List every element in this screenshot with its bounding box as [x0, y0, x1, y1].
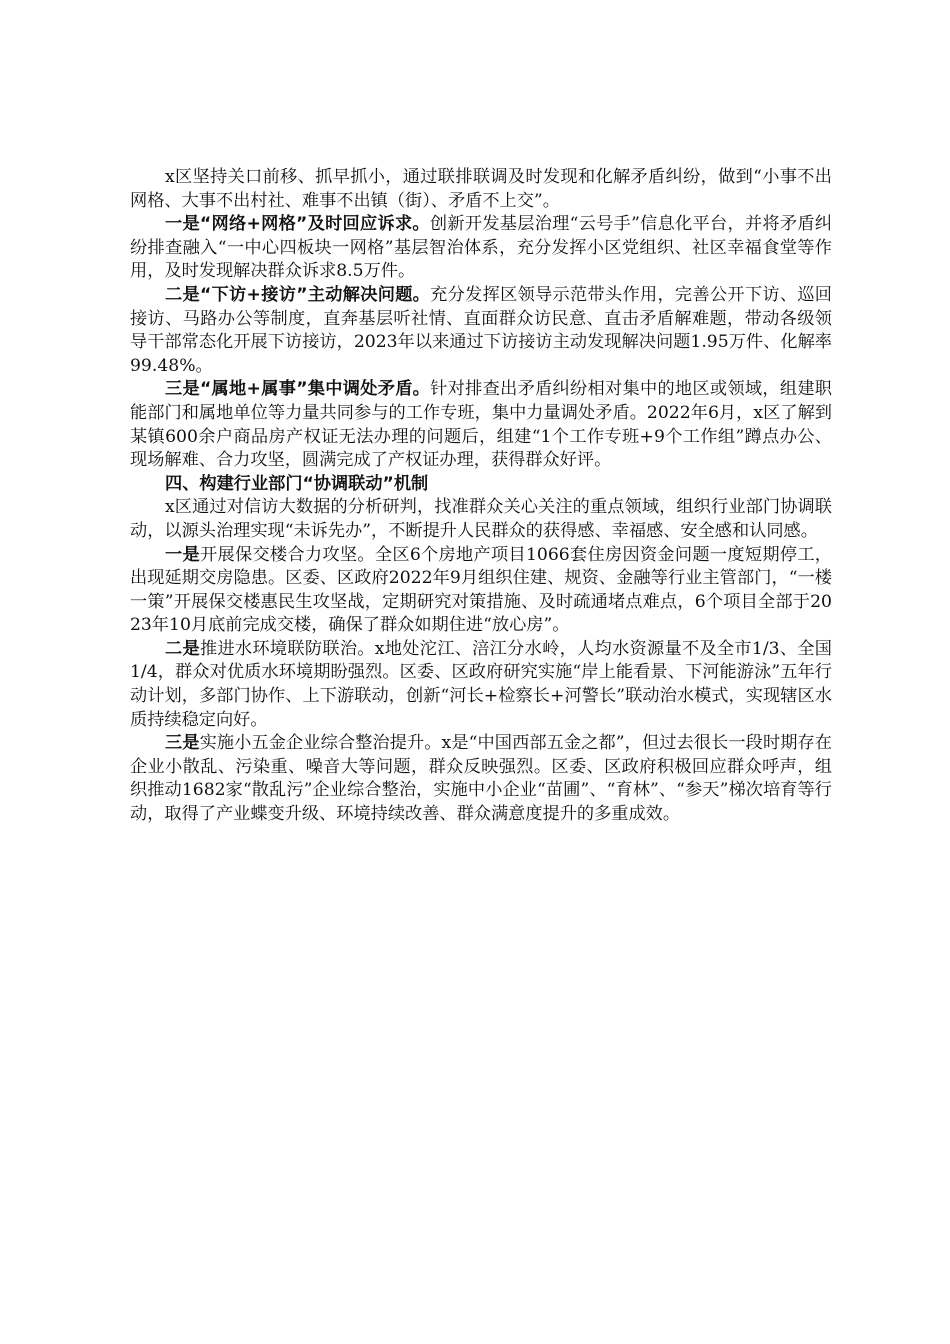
- paragraph-item-2: [130, 284, 832, 378]
- paragraph-lead: 二是“下访+接访”主动解决问题。: [165, 284, 431, 305]
- paragraph-lead: 三是“属地+属事”集中调处矛盾。: [165, 379, 431, 400]
- paragraph-text: 创新开发基层治理“云号手”信息化平台，并将矛盾纠纷排查融入“一中心四板块一网格”基层智治体系，充分发挥小区党组织、社区幸福食堂等作用，及时发现解决群众诉求8.5万件。: [130, 214, 832, 282]
- paragraph-lead: 一是: [165, 544, 200, 565]
- paragraph-text: x区通过对信访大数据的分析研判，找准群众关心关注的重点领域，组织行业部门协调联动，以源头治理实现“未诉先办”，不断提升人民群众的获得感、幸福感、安全感和认同感。: [130, 497, 832, 541]
- paragraph-intro: [130, 166, 832, 213]
- paragraph-item-5: [130, 638, 832, 732]
- paragraph-lead: 一是“网络+网格”及时回应诉求。: [165, 214, 430, 235]
- paragraph-lead: 三是: [165, 733, 200, 754]
- paragraph-text: 开展保交楼合力攻坚。全区6个房地产项目1066套住房因资金问题一度短期停工，出现延期交房隐患。区委、区政府2022年9月组织住建、规资、金融等行业主管部门，“一楼一策”开展保交楼惠民生攻坚战，定期研究对策措施、及时疏通堵点难点，6个项目全部于2023年10月底前完成交楼，确保了群众如期住进“放心房”。: [130, 544, 832, 636]
- paragraph-lead: 二是: [165, 638, 200, 659]
- paragraph-text: 充分发挥区领导示范带头作用，完善公开下访、巡回接访、马路办公等制度，直奔基层听社情、直面群众访民意、直击矛盾解难题，带动各级领导干部常态化开展下访接访，2023年以来通过下访接访主动发现解决问题1.95万件、化解率99.48%。: [130, 284, 832, 376]
- paragraph-item-6: [130, 732, 832, 826]
- section-heading: 四、构建行业部门“协调联动”机制: [165, 473, 429, 494]
- paragraph-item-1: [130, 213, 832, 284]
- paragraph-item-4: [130, 544, 832, 638]
- paragraph-text: 针对排查出矛盾纠纷相对集中的地区或领域，组建职能部门和属地单位等力量共同参与的工作专班，集中力量调处矛盾。2022年6月，x区了解到某镇600余户商品房产权证无法办理的问题后，组建“1个工作专班+9个工作组”蹲点办公、现场解难、合力攻坚，圆满完成了产权证办理，获得群众好评。: [130, 379, 832, 471]
- paragraph-text: x区坚持关口前移、抓早抓小，通过联排联调及时发现和化解矛盾纠纷，做到“小事不出网格、大事不出村社、难事不出镇（街）、矛盾不上交”。: [130, 167, 832, 211]
- document-body: [130, 166, 832, 827]
- paragraph-section-intro: [130, 496, 832, 543]
- paragraph-text: 推进水环境联防联治。x地处沱江、涪江分水岭，人均水资源量不及全市1/3、全国1/4，群众对优质水环境期盼强烈。区委、区政府研究实施“岸上能看景、下河能游泳”五年行动计划，多部门协作、上下游联动，创新“河长+检察长+河警长”联动治水模式，实现辖区水质持续稳定向好。: [130, 638, 832, 730]
- paragraph-text: 实施小五金企业综合整治提升。x是“中国西部五金之都”，但过去很长一段时期存在企业小散乱、污染重、噪音大等问题，群众反映强烈。区委、区政府积极回应群众呼声，组织推动1682家“散乱污”企业综合整治，实施中小企业“苗圃”、“育林”、“参天”梯次培育等行动，取得了产业蝶变升级、环境持续改善、群众满意度提升的多重成效。: [130, 733, 832, 825]
- paragraph-item-3: [130, 378, 832, 472]
